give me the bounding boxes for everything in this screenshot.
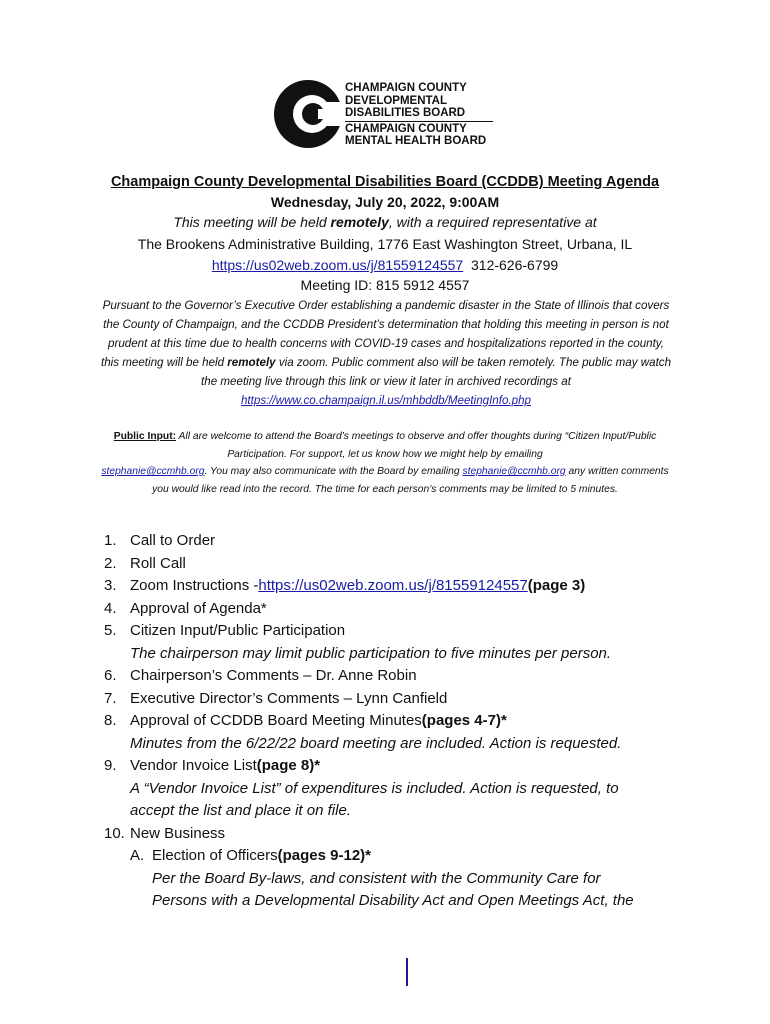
ccddb-logo-icon [272, 78, 344, 150]
remote-notice: This meeting will be held remotely, with a required representative at [173, 214, 597, 230]
list-item: 8. Approval of CCDDB Board Meeting Minutes (pages 4-7)* [104, 712, 507, 729]
list-item: 3. Zoom Instructions - https://us02web.zoom.us/j/81559124557 (page 3) [104, 575, 704, 598]
meeting-id: Meeting ID: 815 5912 4557 [300, 277, 470, 293]
list-item: 1. Call to Order [104, 532, 216, 549]
list-item: 2. Roll Call [104, 554, 186, 572]
logo-text: CHAMPAIGN COUNTY DEVELOPMENTAL DISABILITIES BOARD CHAMPAIGN COUNTY MENTAL HEALTH BOARD [345, 82, 505, 148]
list-item: 4. Approval of Agenda* [104, 599, 267, 617]
meeting-info-link[interactable]: https://www.co.champaign.il.us/mhbddb/MeetingInfo.php [240, 394, 531, 407]
list-item: 9. Vendor Invoice List (page 8)* [104, 757, 321, 774]
item-note: A “Vendor Invoice List” of expenditures is included. Action is requested, to [130, 779, 619, 797]
list-item: 5. Citizen Input/Public Participation [104, 622, 346, 639]
item-note: The chairperson may limit public participation to five minutes per person. [130, 644, 612, 662]
sub-item-note: Persons with a Developmental Disability Act and Open Meetings Act, the [152, 892, 634, 909]
agenda-list [104, 530, 704, 913]
public-input-label: Public Input: [113, 431, 177, 442]
zoom-link[interactable]: https://us02web.zoom.us/j/81559124557 [211, 257, 464, 273]
meeting-date: Wednesday, July 20, 2022, 9:00AM [270, 194, 500, 210]
list-item: 7. Executive Director’s Comments – Lynn Canfield [104, 689, 448, 707]
sub-item: A. Election of Officers (pages 9-12)* [130, 847, 371, 864]
executive-order-notice: Pursuant to the Governor’s Executive Order establishing a pandemic disaster in the State of Illinois that covers the County of Champaign, and the CCDDB President’s determination that holding this meeting in person is not prudent at this time due to health concerns with COVID-19 cases and hospitalizations reported in the county, this meeting will be held remotely via zoom. Public comment also will be taken remotely. The public may watch the meeting live through this link or view it later in archived recordings at https://www.co.champaign.il.us/mhbddb/MeetingInfo.php [100, 299, 672, 407]
sub-item-note: Per the Board By-laws, and consistent with the Community Care for [152, 869, 601, 887]
list-item: 6. Chairperson’s Comments – Dr. Anne Robin [104, 667, 417, 684]
meeting-address: The Brookens Administrative Building, 1776 East Washington Street, Urbana, IL [137, 236, 633, 252]
logo-divider [345, 121, 493, 122]
zoom-line [0, 257, 770, 273]
page-mark [406, 958, 408, 986]
item-note: accept the list and place it on file. [130, 802, 351, 819]
zoom-instructions-link[interactable]: https://us02web.zoom.us/j/81559124557 [258, 577, 528, 594]
phone-number: 312-626-6799 [471, 257, 559, 273]
list-item: 10. New Business [104, 824, 226, 842]
public-input-notice: Public Input: All are welcome to attend the Board’s meetings to observe and offer thoughts during “Citizen Input/Public Participation. For support, let us know how we might help by emailing stephanie@ccmhb.org. You may also communicate with the Board by emailing stephanie@ccmhb.org any written comments you would like read into the record. The time for each person’s comments may be limited to 5 minutes. [101, 431, 669, 495]
email-link-1[interactable]: stephanie@ccmhb.org [101, 466, 205, 477]
email-link-2[interactable]: stephanie@ccmhb.org [462, 466, 566, 477]
page-title: Champaign County Developmental Disabilities Board (CCDDB) Meeting Agenda [110, 174, 660, 190]
item-note: Minutes from the 6/22/22 board meeting are included. Action is requested. [130, 734, 622, 752]
